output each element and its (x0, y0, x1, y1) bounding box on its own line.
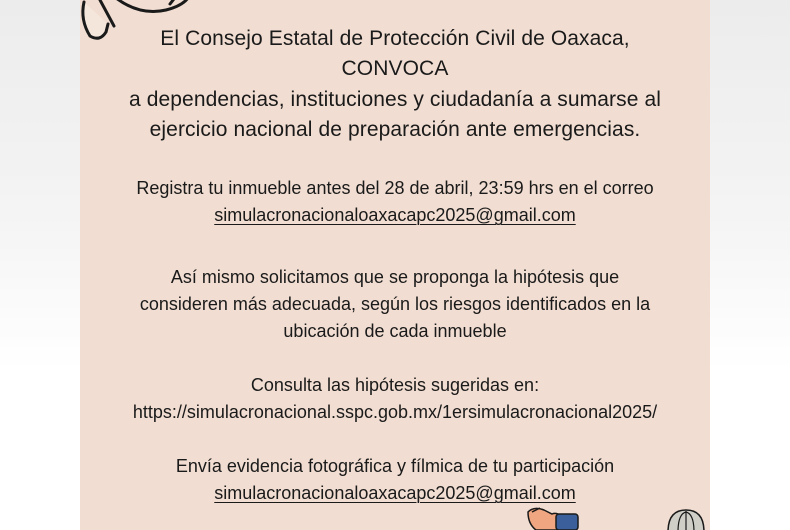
header-line-convoca: CONVOCA (341, 57, 449, 80)
header-line-exercise: ejercicio nacional de preparación ante emergencias. (149, 118, 641, 141)
evidence-email-link[interactable]: simulacronacionaloaxacapc2025@gmail.com (214, 483, 576, 503)
hypothesis-line-3: ubicación de cada inmueble (283, 321, 507, 341)
helmet-icon (662, 506, 710, 530)
evidence-text: Envía evidencia fotográfica y fílmica de tu participación (175, 456, 615, 476)
consult-url-link[interactable]: https://simulacronacional.sspc.gob.mx/1ersimulacronacional2025/ (132, 402, 658, 422)
hypothesis-line-1: Así mismo solicitamos que se proponga la hipótesis que (170, 267, 620, 287)
register-email-link[interactable]: simulacronacionaloaxacapc2025@gmail.com (214, 205, 576, 225)
hypothesis-line-2: consideren más adecuada, según los riesgos identificados en la (139, 294, 651, 314)
register-text: Registra tu inmueble antes del 28 de abril, 23:59 hrs en el correo (136, 178, 654, 198)
consult-text: Consulta las hipótesis sugeridas en: (250, 375, 540, 395)
header-line-audience: a dependencias, instituciones y ciudadanía a sumarse al (129, 88, 661, 111)
worker-hand-icon (522, 498, 582, 530)
header-line-council: El Consejo Estatal de Protección Civil de Oaxaca, (160, 27, 630, 50)
